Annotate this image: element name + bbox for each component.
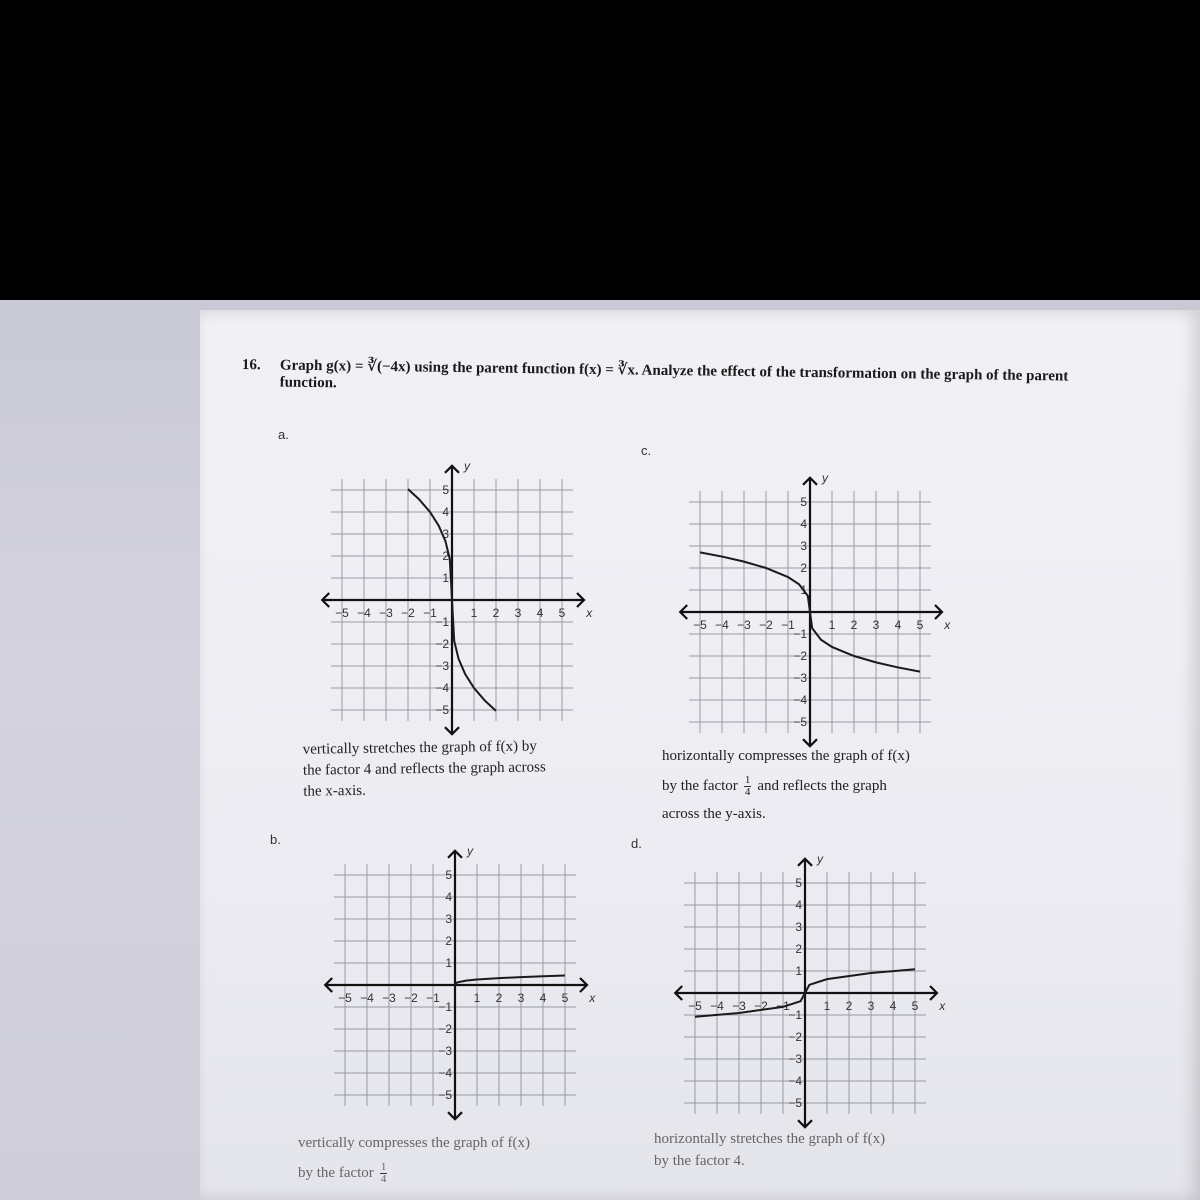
caption-line: vertically stretches the graph of f(x) by [302,738,537,758]
x-axis-label: x [939,999,946,1013]
x-tick-label: 2 [845,999,853,1013]
caption-line: by the factor 4. [654,1153,745,1169]
y-tick-label: −1 [435,615,449,629]
x-tick-label: 5 [561,991,569,1005]
y-tick-label: 1 [442,571,449,585]
fraction-denominator: 4 [744,786,751,798]
y-tick-label: 1 [795,964,802,978]
caption-text: by the factor [298,1164,374,1181]
caption-line: horizontally compresses the graph of f(x) [662,748,910,764]
graph-c [665,440,965,740]
caption-text: by the factor [662,777,738,794]
y-tick-label: 5 [800,495,807,509]
y-tick-label: −2 [438,1022,452,1036]
x-tick-label: −1 [781,618,795,632]
x-tick-label: −3 [379,606,393,620]
x-tick-label: −3 [737,618,751,632]
y-tick-label: 3 [442,527,449,541]
caption-line: vertically compresses the graph of f(x) [298,1135,530,1151]
option-a-label[interactable]: a. [278,427,289,442]
option-a-caption [303,736,547,802]
x-tick-label: 2 [492,606,500,620]
graph-d [660,828,960,1133]
y-axis-label: y [822,471,828,486]
x-tick-label: 4 [539,991,547,1005]
x-tick-label: −5 [688,999,702,1013]
y-tick-label: −3 [435,659,449,673]
y-tick-label: 4 [795,898,802,912]
y-tick-label: −4 [435,681,449,695]
y-tick-label: 5 [442,483,449,497]
x-tick-label: −4 [360,991,374,1005]
x-tick-label: −5 [335,606,349,620]
y-tick-label: 3 [795,920,802,934]
x-tick-label: −3 [732,999,746,1013]
x-tick-label: 5 [558,606,566,620]
caption-line [298,1162,530,1185]
x-tick-label: −4 [357,606,371,620]
fraction-numerator: 1 [380,1161,387,1173]
y-tick-label: 2 [442,549,449,563]
option-d-caption [654,1128,885,1172]
x-axis-label: x [944,618,951,632]
y-axis-label: y [467,844,473,859]
x-tick-label: 1 [470,606,478,620]
y-tick-label: −2 [788,1030,802,1044]
option-b-label[interactable]: b. [270,832,281,847]
y-tick-label: −5 [435,703,449,717]
x-tick-label: 3 [517,991,525,1005]
y-tick-label: 4 [445,890,452,904]
option-d-label[interactable]: d. [631,836,642,851]
y-tick-label: −2 [435,637,449,651]
x-axis-label: x [586,606,593,620]
y-tick-label: −3 [788,1052,802,1066]
y-tick-label: 2 [800,561,807,575]
caption-line: across the y-axis. [662,806,766,822]
x-tick-label: 4 [536,606,544,620]
y-tick-label: −4 [788,1074,802,1088]
y-tick-label: −2 [793,649,807,663]
x-tick-label: 1 [828,618,836,632]
graph-b [300,825,620,1130]
y-tick-label: 4 [800,517,807,531]
question-text: Graph g(x) = ∛(−4x) using the parent function f(x) = ∛x. Analyze the effect of the transformation on the graph of the parent function. [279,357,1069,392]
x-tick-label: 3 [867,999,875,1013]
y-tick-label: −5 [793,715,807,729]
option-c-caption [662,746,910,825]
graph-a [300,420,620,740]
y-tick-label: 1 [800,583,807,597]
y-tick-label: 5 [445,868,452,882]
y-tick-label: −3 [438,1044,452,1058]
question-number: 16. [241,357,261,374]
option-c-label[interactable]: c. [641,443,652,458]
y-tick-label: 2 [795,942,802,956]
y-tick-label: −1 [788,1008,802,1022]
y-tick-label: −5 [788,1096,802,1110]
x-tick-label: 4 [894,618,902,632]
fraction-denominator: 4 [380,1173,387,1185]
x-tick-label: 1 [473,991,481,1005]
x-axis-label: x [589,991,596,1005]
x-tick-label: 4 [889,999,897,1013]
y-tick-label: 1 [445,956,452,970]
x-tick-label: −3 [382,991,396,1005]
x-tick-label: −5 [693,618,707,632]
y-tick-label: 3 [800,539,807,553]
y-axis-label: y [464,459,470,474]
y-tick-label: −5 [438,1088,452,1102]
y-tick-label: 5 [795,876,802,890]
y-tick-label: −1 [438,1000,452,1014]
y-tick-label: 3 [445,912,452,926]
y-tick-label: −4 [793,693,807,707]
y-tick-label: 4 [442,505,449,519]
x-tick-label: 3 [514,606,522,620]
x-tick-label: −4 [710,999,724,1013]
y-tick-label: −4 [438,1066,452,1080]
function-curve [455,976,565,985]
caption-line [662,775,910,798]
y-tick-label: −3 [793,671,807,685]
x-tick-label: −5 [338,991,352,1005]
x-tick-label: 5 [911,999,919,1013]
x-tick-label: −4 [715,618,729,632]
caption-text: and reflects the graph [757,777,887,794]
x-tick-label: −1 [776,999,790,1013]
x-tick-label: −2 [404,991,418,1005]
fraction-one-quarter [744,775,752,798]
y-tick-label: −1 [793,627,807,641]
x-tick-label: −1 [423,606,437,620]
caption-line: horizontally stretches the graph of f(x) [654,1131,886,1147]
fraction-one-quarter [380,1162,388,1185]
x-tick-label: 5 [916,618,924,632]
x-tick-label: −1 [426,991,440,1005]
caption-line: the factor 4 and reflects the graph across [302,759,546,779]
x-tick-label: 2 [850,618,858,632]
x-tick-label: −2 [759,618,773,632]
option-b-caption [298,1133,530,1185]
y-tick-label: 2 [445,934,452,948]
x-tick-label: 3 [872,618,880,632]
x-tick-label: −2 [754,999,768,1013]
fraction-numerator: 1 [744,774,751,786]
x-tick-label: 2 [495,991,503,1005]
y-axis-label: y [817,852,823,867]
caption-line: the x-axis. [303,782,366,800]
x-tick-label: −2 [401,606,415,620]
x-tick-label: 1 [823,999,831,1013]
